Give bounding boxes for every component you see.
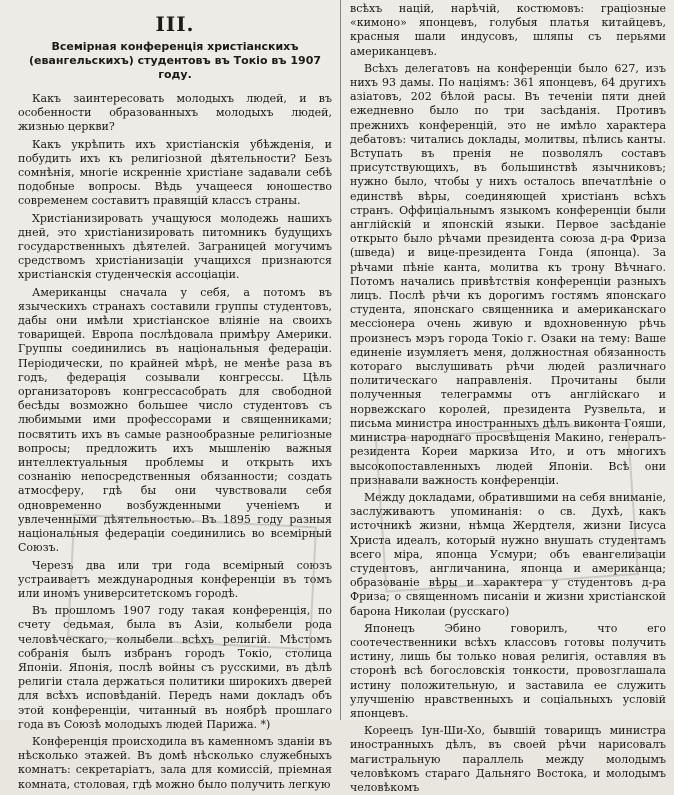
left-paragraph: Какъ укрѣпить ихъ христіанскія убѣжденія, и побудить ихъ къ религіозной дѣятельности? Безъ сомнѣнія, многіе искренніе христіане задавали себѣ подобные вопросы. Вѣдь учащееся юношество современем составитъ правящій классъ страны. [18,137,332,208]
right-paragraph: Всѣхъ делегатовъ на конференціи было 627, изъ нихъ 93 дамы. По націямъ: 361 японцевъ, 64 другихъ азіатовъ, 202 бѣлой расы. Въ теченіи пяти дней ежедневно было по три засѣданія. Противъ прежнихъ конференцій, это не имѣло характера дебатовъ: читались доклады, молитвы, пѣлись канты. Вступать въ пренія не позволялъ составъ присутствующихъ, въ большинствѣ язычниковъ; нужно было, чтобы у нихъ осталось впечатлѣніе о единствѣ вѣры, соединяющей христіанъ всѣхъ странъ. Оффиціальнымъ языкомъ конференціи были англійскій и японскій языки. Первое засѣданіе открыто было рѣчами президента союза д-ра Фриза (шведа) и вице-президента Гонда (японца). За рѣчами пѣніе канта, молитва къ трону Вѣчнаго. Потомъ начались привѣтствія конференціи разныхъ лицъ. Послѣ рѣчи къ дорогимъ гостямъ японскаго студента, японскаго священника и американскаго мессіонера очень живую и вдохновенную рѣчь произнесъ мэръ города Токіо г. Озаки на тему: Ваше единеніе изумляетъ меня, должностная обязанность котораго выслушивать рѣчи людей различнаго политическаго направленія. Прочитаны были полученныя телеграммы отъ англійскаго и норвежскаго королей, президента Рузвельта, и письма министра иностранныхъ дѣлъ виконта Гояши, министра народнаго просвѣщенія Макино, генералъ-резидента Кореи маркиза Ито, и отъ многихъ высокопоставленныхъ людей Японіи. Всѣ они признавали важность конференціи. [350,61,666,487]
left-paragraph: Американцы сначала у себя, а потомъ въ языческихъ странахъ составили группы студентовъ, дабы они имѣли христіанское вліяніе на своихъ товарищей. Европа послѣдовала примѣру Америки. Группы соединились въ національныя федераціи. Періодически, по крайней мѣрѣ, не менѣе раза въ годъ, федерація созывали конгрессы. Цѣль организаторовъ конгрессасобрать для свободной бесѣды возможно большее число студентовъ съ любимыми ими профессорами и священниками; посвятить ихъ въ самые разнообразные религіозные вопросы; предложить ихъ мышленію важныя интеллектуальныя проблемы и открыть ихъ сознанію непосредственныя обязанности; создать атмосферу, гдѣ бы они чувствовали себя одновременно возбужденными ученіемъ и увлеченными дѣятельностью. Въ 1895 году разныя національныя федераціи соединились во всемірный Союзъ. [18,285,332,555]
column-divider [340,0,341,720]
right-paragraph: Между докладами, обратившими на себя вниманіе, заслуживаютъ упоминанія: о св. Духѣ, какъ источникѣ жизни, нѣмца Жердтеля, жизни Іисуса Христа идеалъ, который нужно внушать студентамъ всего міра, японца Усмури; объ евангелизаціи студентовъ, англичанина, японца и американца; образованіе вѣры и характера у студентовъ д-ра Фриза; о священномъ писаніи и жизни христіанской барона Николаи (русскаго) [350,490,667,618]
section-numeral: III. [155,12,195,36]
right-paragraph: Кореецъ Іун-Ши-Хо, бывшій товарищъ министра иностранныхъ дѣлъ, въ своей рѣчи нарисовалъ магистральную параллель между молодымъ человѣкомъ стараго Дальняго Востока, и молодымъ человѣкомъ [350,724,666,794]
left-paragraph: Черезъ два или три года всемірный союзъ устраиваетъ международныя конференціи въ томъ или иномъ университетскомъ городѣ. [18,558,332,600]
right-paragraph: всѣхъ націй, нарѣчій, костюмовъ: граціозные «кимоно» японцевъ, голубыя платья китайцевъ, красныя шали индусовъ, шляпы съ перьями американцевъ. [350,2,666,58]
left-paragraph: Въ прошломъ 1907 году такая конференція, по счету седьмая, была въ Азіи, колыбели рода человѣческаго, колыбели всѣхъ религій. Мѣстомъ собранія былъ избранъ городъ Токіо, столица Японіи. Японія, послѣ войны съ русскими, въ дѣлѣ религіи стала держаться политики широкихъ дверей для всѣхъ исповѣданій. Передъ нами докладъ объ этой конференціи, читанный въ ноябрѣ прошлаго года въ Союзѣ молодыхъ людей Парижа. *) [18,604,332,731]
left-paragraph: Христіанизировать учащуюся молодежь нашихъ дней, это христіанизировать питомникъ будущихъ государственныхъ дѣятелей. Заграницей могучимъ средствомъ христіанизаціи учащихся признаются христіанскія студенческія ассоціаціи. [18,211,332,282]
right-column [344,0,670,794]
left-paragraph: Конференція происходила въ каменномъ зданіи въ нѣсколько этажей. Въ домѣ нѣсколько служебныхъ комнатъ: секретаріатъ, зала для комиссій, пріемная комната, столовая, гдѣ можно было получить легкую [18,734,332,791]
right-paragraph: Японецъ Эбино говорилъ, что его соотечественники всѣхъ классовъ готовы получить истину, лишь бы только новая религія, оставляя въ сторонѣ всѣ богословскія тонкости, провозглашала истину положительную, и заставила ее служить улучшенію нравственныхъ и соціальныхъ условій японцевъ. [350,621,666,720]
article-headline: Всемірная конференція христіанскихъ (евангельскихъ) студентовъ въ Токіо въ 1907 году. [28,40,321,81]
left-paragraph: Какъ заинтересовать молодыхъ людей, и въ особенности образованныхъ молодыхъ людей, жизнью церкви? [18,92,332,134]
left-column [8,0,338,791]
